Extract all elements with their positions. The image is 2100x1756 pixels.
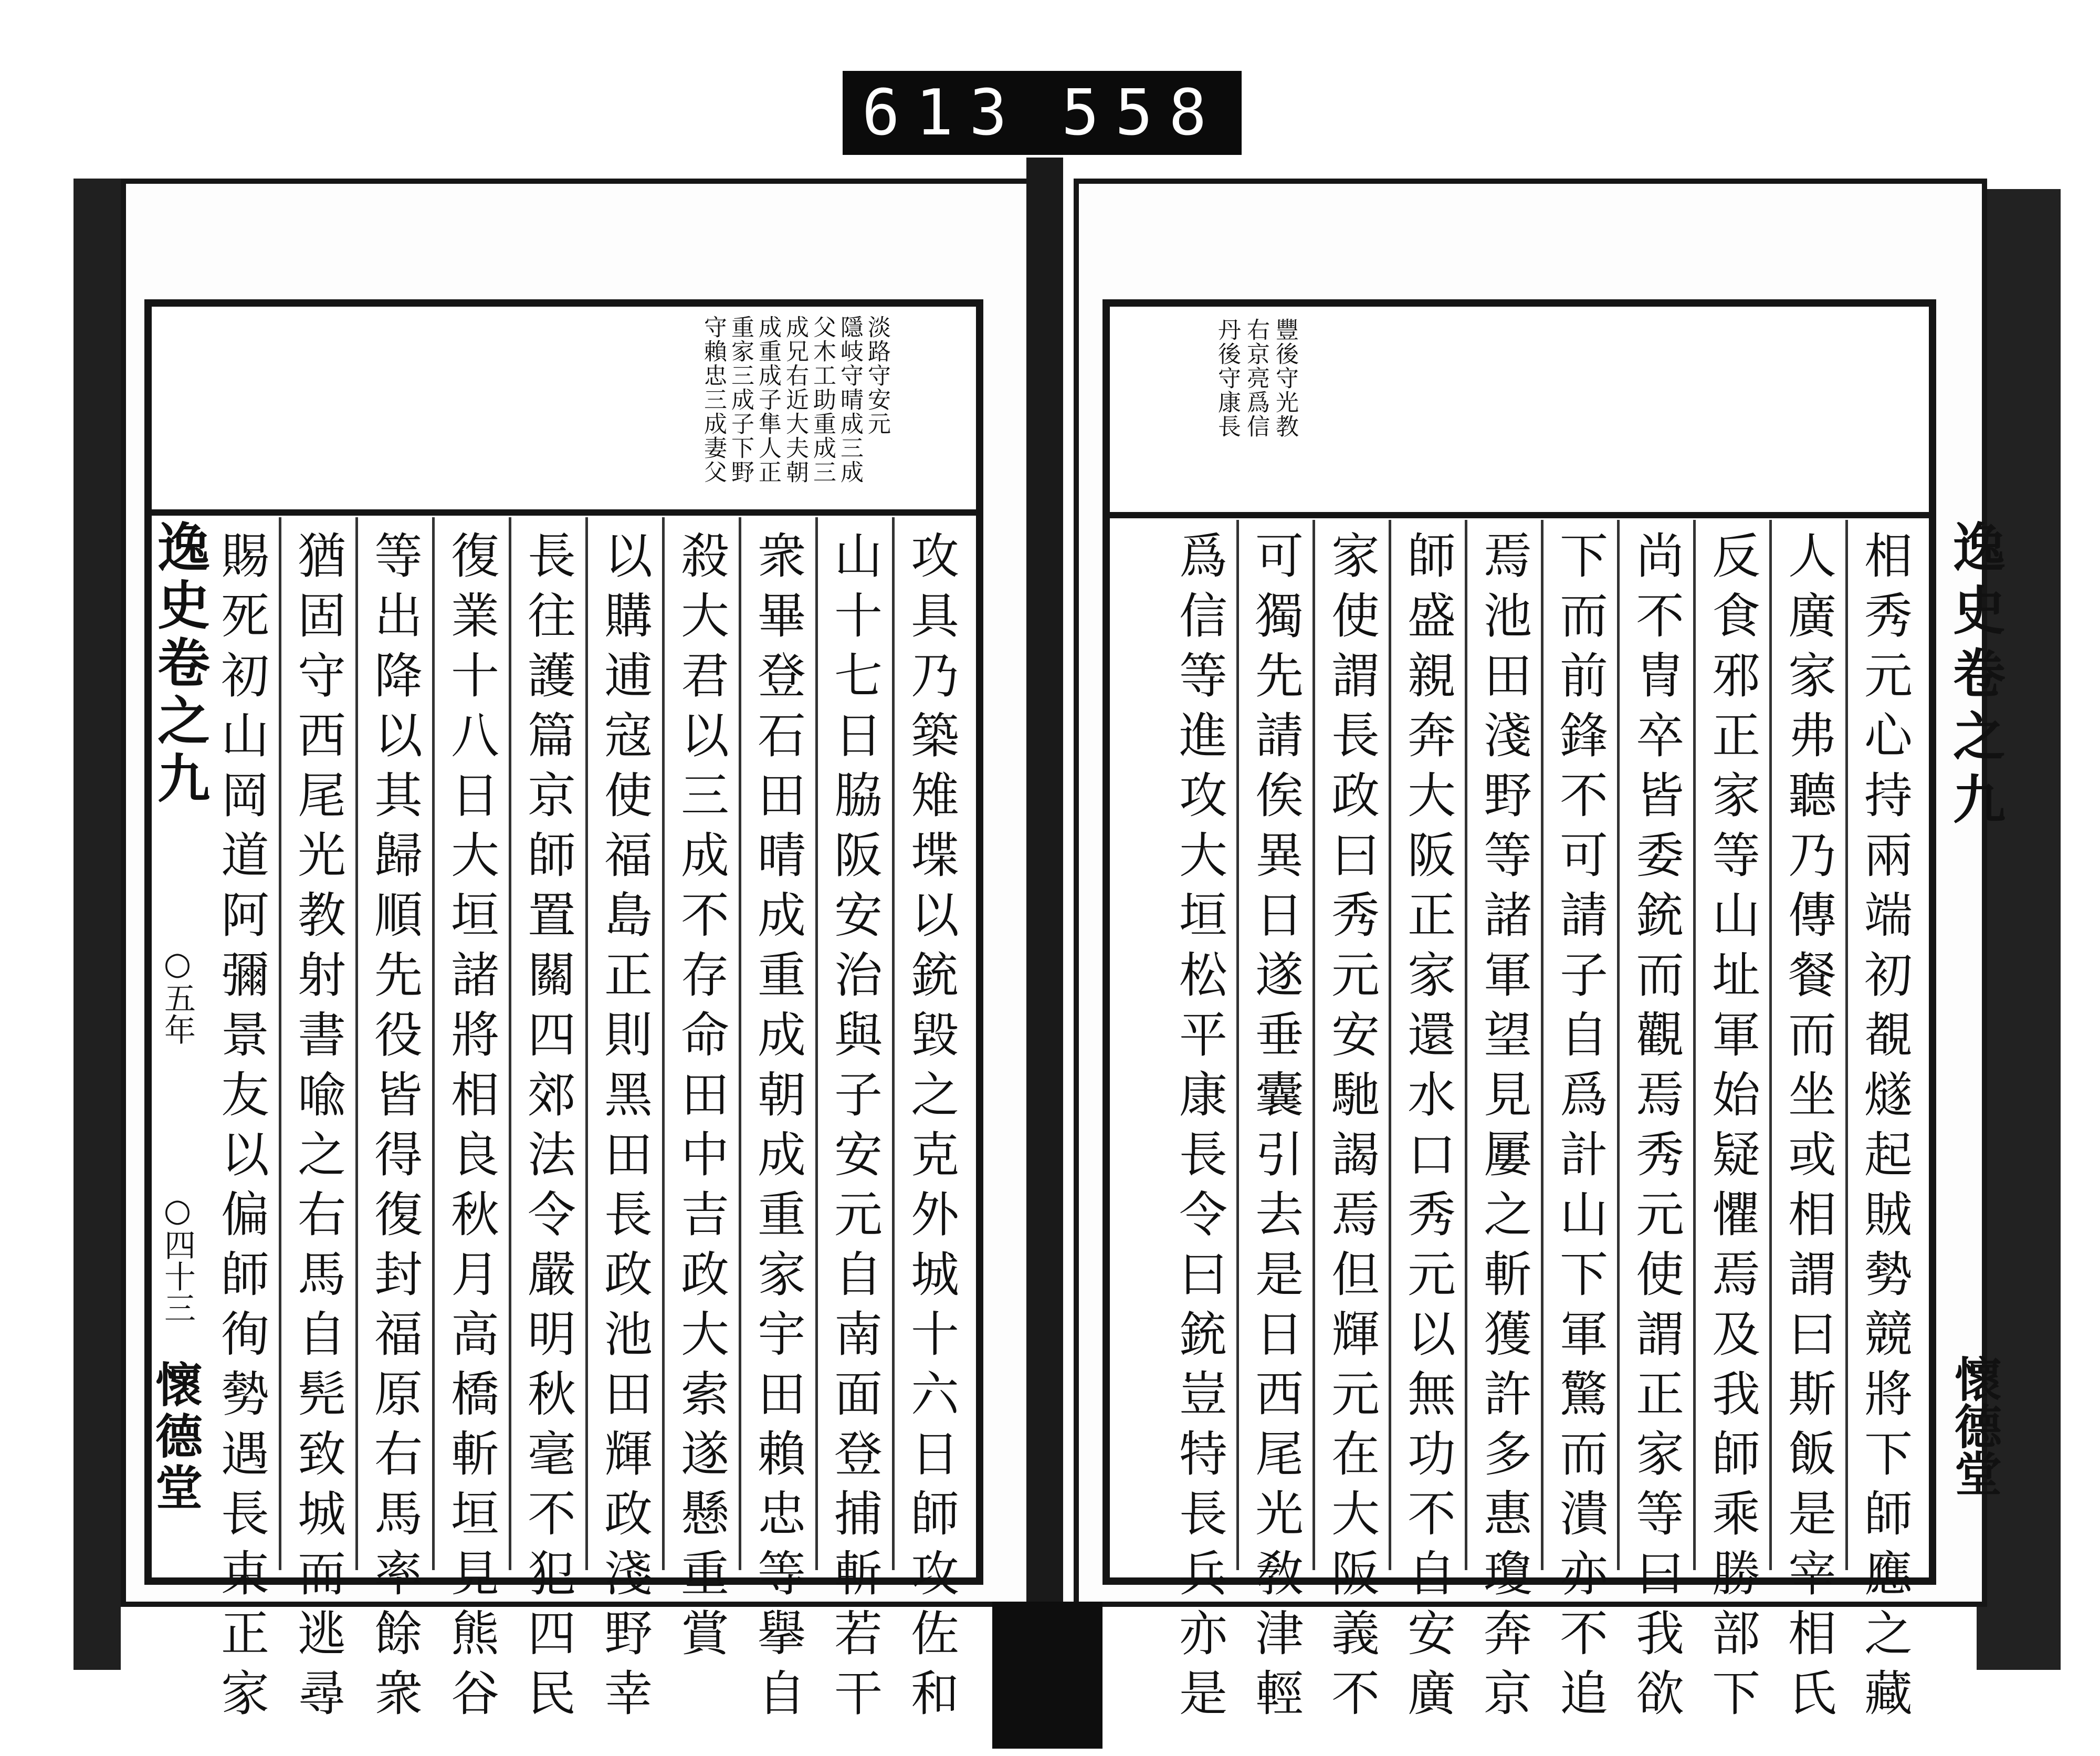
column-rule (815, 517, 818, 1570)
text-column: 賜死初山岡道阿彌景友以偏師徇勢遇長束正家 (213, 530, 269, 1728)
column-rule (1617, 520, 1620, 1570)
column-rule (1693, 520, 1696, 1570)
text-column: 人廣家弗聽乃傳餐而坐或相謂曰斯飯是宰相氏 (1780, 530, 1836, 1728)
left-margin-title: 逸史卷之九 (149, 520, 211, 809)
head-note: 父木工助重成三 (809, 315, 836, 484)
right-header-rule (1102, 512, 1929, 518)
text-column: 猶固守西尾光教射書喩之右馬自髡致城而逃尋 (290, 530, 346, 1728)
left-margin-year: ○五年 (159, 945, 196, 1045)
left-margin-count: ○四十三 (159, 1192, 196, 1323)
text-column: 爲信等進攻大垣松平康長令曰銃豈特長兵亦是 (1171, 530, 1227, 1728)
text-column: 反食邪正家等山址軍始疑懼焉及我師乘勝部下 (1704, 530, 1760, 1728)
archive-number-right: 558 (1061, 76, 1223, 150)
column-rule (1541, 520, 1544, 1570)
column-rule (1389, 520, 1391, 1570)
text-column: 下而前鋒不可請子自爲計山下軍驚而潰亦不追 (1552, 530, 1608, 1728)
book-spine (1026, 158, 1063, 1628)
head-note: 成兄右近大夫朝 (782, 315, 808, 484)
archive-label-plate (843, 71, 1242, 155)
head-note: 重家三成子下野 (727, 315, 754, 484)
column-rule (1236, 520, 1239, 1570)
column-rule (1769, 520, 1772, 1570)
text-column: 相秀元心持兩端初覩燧起賊勢競將下師應之藏 (1856, 530, 1913, 1728)
column-rule (662, 517, 665, 1570)
right-margin-title: 逸史卷之九 (1944, 520, 2006, 835)
column-rule (509, 517, 511, 1570)
text-column: 等出降以其歸順先役皆得復封福原右馬率餘衆 (366, 530, 423, 1728)
column-rule (279, 517, 281, 1570)
text-column: 以購逋寇使福島正則黑田長政池田輝政淺野幸 (596, 530, 653, 1728)
column-rule (432, 517, 435, 1570)
column-rule (1465, 520, 1467, 1570)
text-column: 衆畢登石田晴成重成朝成重家宇田賴忠等擧自 (750, 530, 806, 1728)
text-column: 長往護篇京師置關四郊法令嚴明秋毫不犯四民 (520, 530, 576, 1728)
column-rule (585, 517, 588, 1570)
text-column: 家使謂長政曰秀元安馳謁焉但輝元在大阪義不 (1324, 530, 1380, 1728)
text-column: 焉池田淺野等諸軍望見屢之斬獲許多惠瓊奔京 (1476, 530, 1532, 1728)
text-column: 攻具乃築雉堞以銃毀之克外城十六日師攻佐和 (903, 530, 959, 1728)
text-column: 山十七日脇阪安治與子安元自南面登捕斬若干 (826, 530, 883, 1728)
text-column: 殺大君以三成不存命田中吉政大索遂懸重賞 (673, 530, 729, 1668)
left-header-rule (144, 509, 976, 516)
column-rule (892, 517, 895, 1570)
head-note: 淡路守安元 (864, 315, 890, 436)
left-margin-publisher: 懷德堂 (147, 1360, 203, 1514)
head-note: 守賴忠三成妻父 (700, 315, 727, 484)
book-spine-base (992, 1602, 1102, 1749)
head-note: 成重成子隼人正 (754, 315, 781, 484)
column-rule (355, 517, 358, 1570)
head-note: 豐後守光教 (1272, 318, 1298, 438)
column-rule (1845, 520, 1848, 1570)
head-note: 右京亮爲信 (1243, 318, 1269, 438)
column-rule (1312, 520, 1315, 1570)
text-column: 復業十八日大垣諸將相良秋月高橋斬垣見熊谷 (443, 530, 499, 1728)
left-page-edge (74, 179, 121, 1670)
archive-number-left: 613 (862, 76, 1023, 150)
text-column: 師盛親奔大阪正家還水口秀元以無功不自安廣 (1400, 530, 1456, 1728)
text-column: 可獨先請俟異日遂垂囊引去是日西尾光敎津輕 (1247, 530, 1304, 1728)
column-rule (739, 517, 741, 1570)
head-note: 隱岐守晴成三成 (836, 315, 863, 484)
text-column: 尚不冑卒皆委銃而觀焉秀元使謂正家等曰我欲 (1628, 530, 1684, 1728)
right-margin-publisher: 懷德堂 (1946, 1355, 2002, 1497)
head-note: 丹後守康長 (1214, 318, 1241, 438)
